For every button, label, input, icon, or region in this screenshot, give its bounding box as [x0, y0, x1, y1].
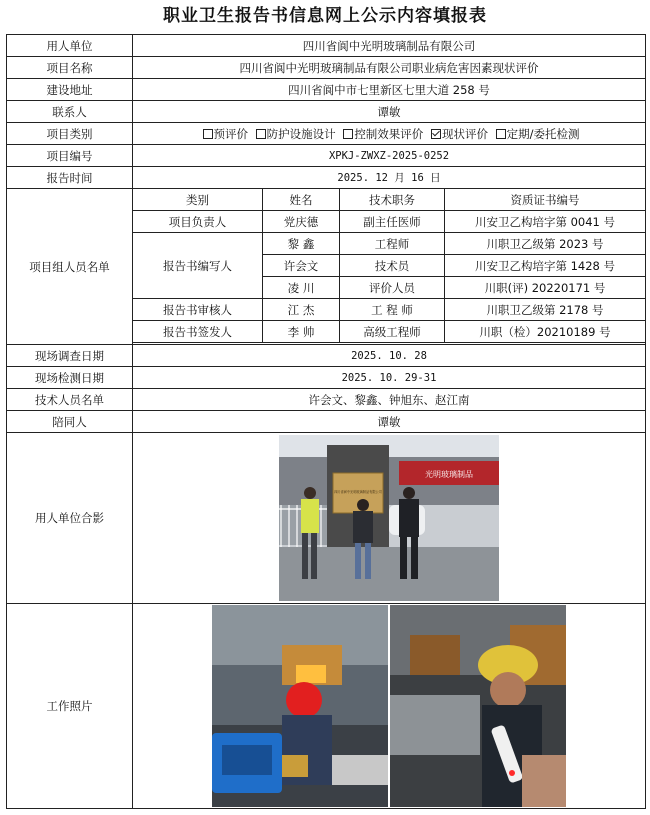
employer-label: 用人单位: [7, 35, 133, 57]
team-header-title: 技术职务: [340, 189, 445, 211]
test-date-row: [7, 367, 646, 389]
work-photo-2: [390, 605, 566, 807]
survey-date-label: 现场调查日期: [7, 345, 133, 367]
report-time-row: [7, 167, 646, 189]
project-no-label: 项目编号: [7, 145, 133, 167]
option-status-evaluation: 现状评价: [441, 126, 488, 141]
member-cert: 川安卫乙构培字第 0041 号: [445, 211, 646, 233]
option-protection-design: 防护设施设计: [266, 126, 336, 141]
member-name: 江 杰: [263, 299, 340, 321]
project-name-label: 项目名称: [7, 57, 133, 79]
survey-date-row: [7, 345, 646, 367]
role-leader: 项目负责人: [133, 211, 263, 233]
option-control-effect: 控制效果评价: [354, 126, 424, 141]
work-photo-label: 工作照片: [7, 604, 133, 809]
role-reviewer: 报告书审核人: [133, 299, 263, 321]
group-photo-row: [7, 433, 646, 604]
disclosure-form-table: [6, 34, 646, 809]
group-photo-label: 用人单位合影: [7, 433, 133, 604]
contact-value: 谭敏: [133, 101, 646, 123]
report-time-value: 2025. 12 月 16 日: [133, 167, 646, 189]
member-name: 李 帅: [263, 321, 340, 343]
project-name-value: 四川省阆中光明玻璃制品有限公司职业病危害因素现状评价: [133, 57, 646, 79]
member-title: 工 程 师: [340, 299, 445, 321]
member-cert: 川安卫乙构培字第 1428 号: [445, 255, 646, 277]
sign-text: 四川省阆中光明玻璃制品有限公司: [334, 490, 382, 494]
address-label: 建设地址: [7, 79, 133, 101]
category-options: [133, 123, 646, 145]
group-photo: [279, 435, 499, 601]
option-periodic-testing: 定期/委托检测: [506, 126, 580, 141]
work-photo-row: [7, 604, 646, 809]
checkbox-periodic-testing[interactable]: [496, 129, 506, 139]
contact-row: [7, 101, 646, 123]
form-title: 职业卫生报告书信息网上公示内容填报表: [163, 6, 487, 26]
member-title: 工程师: [340, 233, 445, 255]
role-signer: 报告书签发人: [133, 321, 263, 343]
member-title: 副主任医师: [340, 211, 445, 233]
checkbox-control-effect[interactable]: [343, 129, 353, 139]
tech-staff-row: [7, 389, 646, 411]
team-header-category: 类别: [133, 189, 263, 211]
survey-date-value: 2025. 10. 28: [133, 345, 646, 367]
work-photo-1: [212, 605, 388, 807]
escort-row: [7, 411, 646, 433]
member-name: 许会文: [263, 255, 340, 277]
tech-staff-value: 许会文、黎鑫、钟旭东、赵江南: [133, 389, 646, 411]
checkbox-protection-design[interactable]: [256, 129, 266, 139]
report-time-label: 报告时间: [7, 167, 133, 189]
member-cert: 川职卫乙级第 2023 号: [445, 233, 646, 255]
team-label: 项目组人员名单: [7, 189, 133, 345]
member-cert: 川职（检）20210189 号: [445, 321, 646, 343]
contact-label: 联系人: [7, 101, 133, 123]
member-name: 党庆德: [263, 211, 340, 233]
checkbox-pre-evaluation[interactable]: [203, 129, 213, 139]
banner-text: 光明玻璃制品: [425, 470, 473, 479]
category-label: 项目类别: [7, 123, 133, 145]
team-header-cert: 资质证书编号: [445, 189, 646, 211]
work-photos: [133, 605, 645, 807]
employer-row: [7, 35, 646, 57]
escort-label: 陪同人: [7, 411, 133, 433]
member-title: 技术员: [340, 255, 445, 277]
team-header-name: 姓名: [263, 189, 340, 211]
option-pre-evaluation: 预评价: [213, 126, 248, 141]
checkbox-status-evaluation[interactable]: [431, 129, 441, 139]
project-no-value: XPKJ-ZWXZ-2025-0252: [133, 145, 646, 167]
tech-staff-label: 技术人员名单: [7, 389, 133, 411]
escort-value: 谭敏: [133, 411, 646, 433]
project-no-row: [7, 145, 646, 167]
address-row: [7, 79, 646, 101]
test-date-label: 现场检测日期: [7, 367, 133, 389]
member-name: 黎 鑫: [263, 233, 340, 255]
category-row: [7, 123, 646, 145]
test-date-value: 2025. 10. 29-31: [133, 367, 646, 389]
member-title: 高级工程师: [340, 321, 445, 343]
member-title: 评价人员: [340, 277, 445, 299]
project-name-row: [7, 57, 646, 79]
member-name: 凌 川: [263, 277, 340, 299]
member-cert: 川职卫乙级第 2178 号: [445, 299, 646, 321]
member-cert: 川职(评) 20220171 号: [445, 277, 646, 299]
employer-value: 四川省阆中光明玻璃制品有限公司: [133, 35, 646, 57]
address-value: 四川省阆中市七里新区七里大道 258 号: [133, 79, 646, 101]
team-header-row: [7, 189, 646, 211]
role-writer: 报告书编写人: [133, 233, 263, 299]
